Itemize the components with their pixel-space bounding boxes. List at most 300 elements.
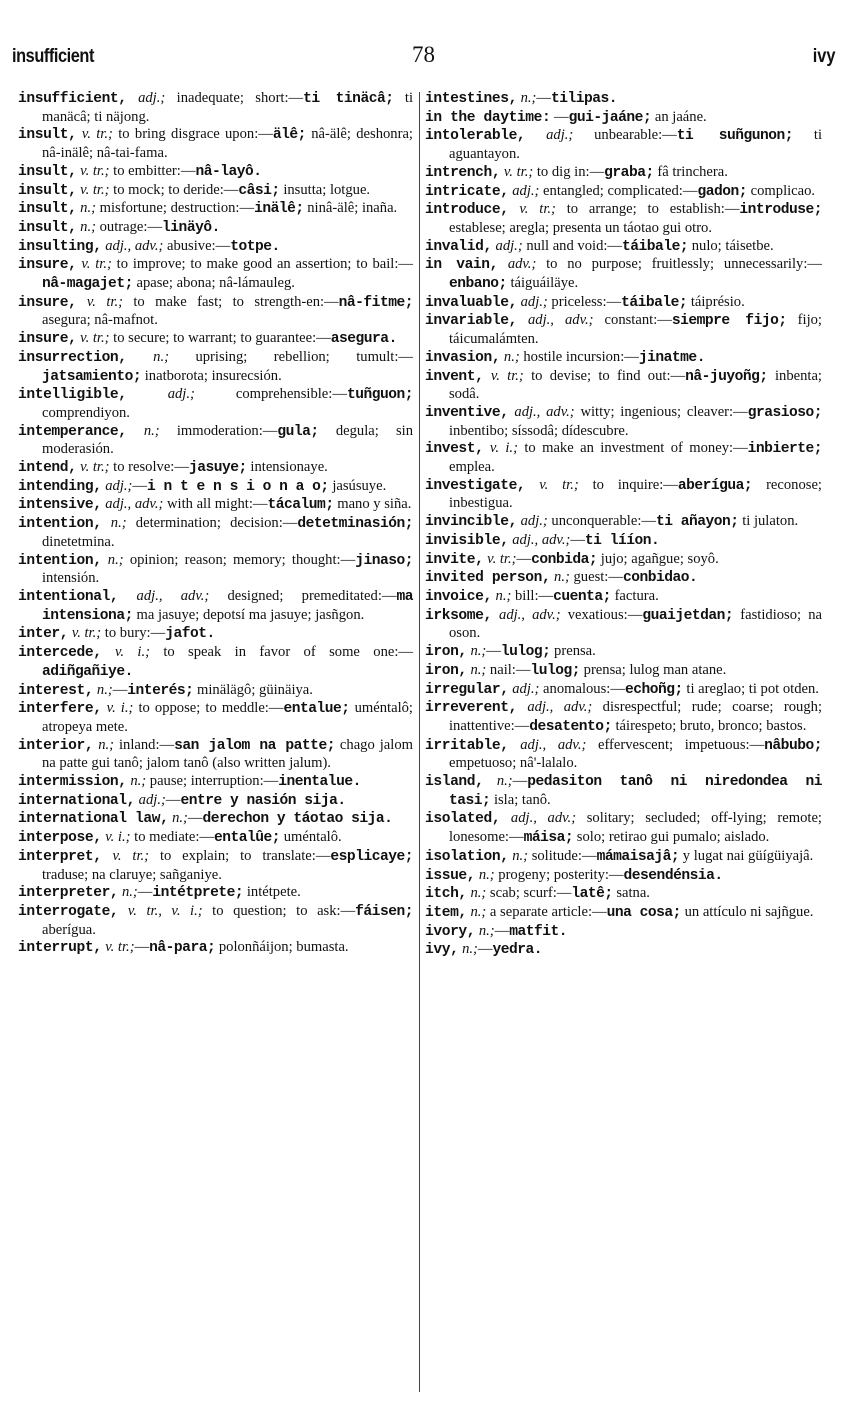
right-guide-word: ivy [812, 46, 835, 67]
part-of-speech: adj., adv.; [528, 312, 594, 329]
translation: yedra. [492, 942, 543, 959]
dictionary-entry [425, 810, 822, 847]
definition: to dig in:— [533, 163, 605, 180]
translation: táibale; [622, 238, 689, 255]
definition: to no purpose; fruitlessly; unnecessarily:— [536, 256, 822, 273]
dictionary-entry [425, 532, 822, 551]
headword: invalid, [425, 238, 492, 255]
dictionary-entry [425, 681, 822, 700]
definition: unconquerable:— [547, 513, 656, 530]
translation: conbidao. [622, 570, 698, 587]
dictionary-entry [425, 848, 822, 867]
dictionary-entry [425, 164, 822, 183]
part-of-speech: v. tr.; [80, 330, 110, 347]
headword: insult, [18, 219, 77, 236]
definition: determination; decision:— [126, 515, 298, 532]
translation: ti suñgunon; [676, 128, 794, 145]
dictionary-entry [425, 404, 822, 440]
dictionary-entry [18, 884, 413, 903]
part-of-speech: n.; [478, 922, 495, 939]
headword: interpret, [18, 848, 102, 865]
definition: to speak in favor of some one:— [149, 644, 413, 661]
dictionary-entry [425, 109, 822, 128]
part-of-speech: adj., adv.; [512, 531, 571, 548]
alternate-forms: solo; retirao gui pumalo; aislado. [573, 829, 770, 846]
translation: conbida; [531, 551, 598, 568]
definition: solitary; secluded; off-lying; remote; lonesome:— [449, 810, 822, 846]
part-of-speech: v. tr.; [81, 126, 113, 143]
translation: echoñg; [624, 681, 683, 698]
definition: to embitter:— [109, 162, 196, 179]
part-of-speech: n.; [143, 422, 160, 439]
part-of-speech: adj., adv.; [105, 496, 164, 513]
headword: iron, [425, 662, 467, 679]
definition: to bring disgrace upon:— [112, 126, 273, 143]
dictionary-entry [18, 182, 413, 201]
headword: intending, [18, 478, 102, 495]
translation: jinatme. [638, 349, 705, 366]
alternate-forms: mano y siña. [333, 496, 412, 513]
translation: esplicaye; [330, 848, 413, 865]
left-guide-word: insufficient [12, 46, 94, 67]
definition: nail:— [486, 661, 531, 678]
part-of-speech: n.; [130, 773, 147, 790]
part-of-speech: v. tr.; [519, 201, 556, 218]
part-of-speech: v. tr.; [487, 550, 517, 567]
part-of-speech: v. i.; [106, 700, 134, 717]
dictionary-entry [18, 644, 413, 681]
headword: international, [18, 792, 136, 809]
part-of-speech: v. tr.; [80, 181, 110, 198]
alternate-forms: dinetetmina. [42, 533, 115, 550]
alternate-forms: insutta; lotgue. [279, 181, 371, 198]
alternate-forms: factura. [610, 587, 659, 604]
translation: inentalue. [278, 774, 361, 791]
translation: tácalum; [267, 497, 334, 514]
definition: effervescent; impetuous:— [586, 736, 765, 753]
alternate-forms: táiguáiläye. [506, 275, 579, 292]
part-of-speech: adj.; [546, 127, 574, 144]
alternate-forms: nâ-älê; deshonra; nâ-inälê; nâ-tai-fama. [42, 126, 413, 162]
part-of-speech: adj., adv.; [136, 587, 210, 604]
translation: tilipas. [551, 91, 618, 107]
part-of-speech: n.; [495, 587, 512, 604]
dictionary-entry [18, 829, 413, 848]
headword: intensive, [18, 497, 102, 514]
definition: — [477, 941, 493, 958]
translation: ti lííon. [584, 532, 660, 549]
alternate-forms: comprendiyon. [42, 404, 130, 421]
definition: progeny; posterity:— [494, 866, 624, 883]
part-of-speech: n.; [520, 90, 537, 106]
dictionary-entry [18, 126, 413, 162]
alternate-forms: chago jalom na patte gui tanô; jalom tanô (also written jalum). [42, 736, 413, 772]
translation: una cosa; [606, 904, 681, 921]
headword: in the daytime: [425, 109, 551, 126]
translation: gui-jaáne; [568, 109, 652, 126]
dictionary-entry [425, 127, 822, 163]
dictionary-entry [425, 773, 822, 810]
headword: ivy, [425, 942, 459, 959]
part-of-speech: adv.; [507, 256, 537, 273]
headword: irritable, [425, 737, 509, 754]
dictionary-entry [425, 294, 822, 313]
headword: inventive, [425, 404, 509, 421]
dictionary-entry [18, 200, 413, 219]
part-of-speech: v. i.; [489, 440, 518, 457]
definition: priceless:— [547, 293, 622, 310]
part-of-speech: adj., adv.; [520, 736, 587, 753]
translation: jatsamiento; [42, 368, 142, 385]
headword: investigate, [425, 477, 526, 494]
dictionary-entry [18, 810, 413, 829]
part-of-speech: adj.; [495, 237, 523, 254]
translation: pedasiton tanô ni niredondea ni tasi; [449, 774, 822, 809]
headword: isolation, [425, 848, 509, 865]
page-header [12, 38, 835, 72]
definition: to bury:— [101, 625, 166, 642]
translation: entalue; [283, 701, 350, 718]
part-of-speech: adj.; [105, 477, 133, 494]
definition: guest:— [569, 569, 623, 586]
alternate-forms: inbentibo; síssodâ; dídescubre. [449, 422, 629, 439]
headword: invasion, [425, 349, 501, 366]
headword: intrench, [425, 164, 501, 181]
part-of-speech: v. i.; [114, 644, 150, 661]
dictionary-entry [425, 643, 822, 662]
alternate-forms: inatborota; insurecsión. [141, 367, 282, 384]
translation: máisa; [523, 830, 574, 847]
part-of-speech: n.; [107, 551, 124, 568]
alternate-forms: fijo; táicumalámten. [449, 312, 822, 348]
part-of-speech: v. i.; [105, 829, 131, 846]
part-of-speech: n.; [512, 847, 529, 864]
definition: designed; premeditated:— [209, 587, 397, 604]
headword: intention, [18, 516, 102, 533]
part-of-speech: v. tr.; [105, 939, 135, 956]
alternate-forms: ti julaton. [738, 513, 799, 530]
definition: — [570, 531, 585, 548]
alternate-forms: emplea. [449, 459, 495, 476]
alternate-forms: satna. [612, 885, 650, 902]
translation: gula; [277, 423, 319, 440]
alternate-forms: reconose; inbestigua. [449, 476, 822, 512]
part-of-speech: n.; [80, 200, 96, 217]
part-of-speech: adj.; [138, 90, 166, 106]
definition: solitude:— [528, 847, 597, 864]
definition: — [165, 791, 181, 808]
translation: inbierte; [747, 441, 822, 458]
part-of-speech: n.; [470, 643, 487, 660]
definition: — [112, 681, 128, 698]
definition: immoderation:— [159, 422, 278, 439]
headword: interrogate, [18, 903, 119, 920]
part-of-speech: n.; [554, 569, 570, 586]
translation: jasuye; [188, 460, 247, 477]
part-of-speech: adj.; [512, 680, 540, 697]
part-of-speech: adj.; [138, 791, 166, 808]
translation: entre y nasión sija. [180, 792, 346, 809]
alternate-forms: ti manäcâ; ti näjong. [42, 90, 413, 125]
definition: to make fast; to strength-en:— [122, 293, 339, 310]
translation: älê; [272, 127, 306, 144]
headword: iron, [425, 644, 467, 661]
headword: interest, [18, 682, 94, 699]
headword: international law, [18, 811, 169, 828]
part-of-speech: n.; [110, 515, 127, 532]
headword: invent, [425, 368, 484, 385]
dictionary-entry [18, 588, 413, 625]
translation: mámaisajâ; [596, 848, 680, 865]
dictionary-entry [425, 90, 822, 109]
definition: to inquire:— [578, 476, 678, 493]
alternate-forms: jasúsuye. [328, 477, 387, 494]
definition: — [134, 939, 150, 956]
dictionary-entry [18, 773, 413, 792]
alternate-forms: táirespeto; bruto, bronco; bastos. [611, 717, 807, 734]
definition: — [554, 108, 569, 125]
headword: invited person, [425, 570, 551, 587]
headword: interrupt, [18, 940, 102, 957]
headword: interfere, [18, 701, 102, 718]
headword: intentional, [18, 588, 119, 605]
headword: invisible, [425, 532, 509, 549]
definition: to arrange; to establish:— [555, 201, 740, 218]
alternate-forms: uméntalô. [280, 829, 342, 846]
headword: invoice, [425, 588, 492, 605]
dictionary-entry [18, 238, 413, 257]
dictionary-entry [425, 904, 822, 923]
dictionary-entry [425, 477, 822, 513]
headword: insurrection, [18, 349, 127, 366]
translation: desatento; [529, 718, 612, 735]
part-of-speech: n.; [153, 348, 169, 365]
headword: invest, [425, 441, 484, 458]
dictionary-entry [18, 848, 413, 884]
dictionary-entry [18, 682, 413, 701]
dictionary-entry [18, 496, 413, 515]
dictionary-entry [18, 515, 413, 551]
dictionary-entry [18, 294, 413, 330]
alternate-forms: uméntalô; atropeya mete. [42, 700, 413, 735]
headword: intestines, [425, 91, 517, 107]
part-of-speech: adj., adv.; [499, 606, 561, 623]
dictionary-entry [425, 885, 822, 904]
translation: cuenta; [553, 588, 611, 605]
translation: tuñguon; [346, 387, 413, 404]
definition: abusive:— [163, 237, 231, 254]
part-of-speech: v. tr.; [503, 163, 534, 180]
dictionary-entry [18, 939, 413, 958]
translation: graba; [604, 164, 654, 181]
headword: intemperance, [18, 423, 127, 440]
dictionary-entry [425, 513, 822, 532]
definition: scab; scurf:— [486, 885, 572, 902]
translation: ti añayon; [655, 514, 739, 531]
definition: to improve; to make good an assertion; to bail:— [111, 256, 413, 273]
dictionary-entry [425, 349, 822, 368]
dictionary-entry [425, 440, 822, 476]
definition: a separate article:— [486, 903, 607, 920]
definition: disrespectful; rude; coarse; rough; inattentive:— [449, 699, 822, 734]
alternate-forms: asegura; nâ-mafnot. [42, 312, 158, 329]
definition: to resolve:— [109, 459, 189, 476]
translation: táibale; [621, 294, 688, 311]
headword: in vain, [425, 257, 499, 274]
dictionary-entry [18, 256, 413, 293]
dictionary-entry [18, 219, 413, 238]
part-of-speech: n.; [478, 866, 495, 883]
alternate-forms: táiprésio. [687, 293, 745, 310]
headword: intention, [18, 552, 102, 569]
dictionary-entry [425, 737, 822, 773]
headword: intermission, [18, 774, 127, 791]
dictionary-entry [18, 386, 413, 422]
alternate-forms: inbenta; sodâ. [449, 367, 822, 403]
definition: vexatious:— [560, 606, 643, 623]
dictionary-entry [18, 737, 413, 773]
headword: insulting, [18, 238, 102, 255]
translation: ma intensiona; [42, 588, 413, 624]
dictionary-entry [18, 90, 413, 126]
dictionary-entry [425, 238, 822, 257]
page-number: 78 [412, 42, 435, 67]
alternate-forms: intétpete. [243, 884, 301, 901]
definition: to explain; to translate:— [149, 847, 331, 864]
definition: — [137, 884, 153, 901]
headword: invariable, [425, 313, 517, 330]
translation: siempre fijo; [671, 313, 787, 330]
dictionary-entry [425, 201, 822, 237]
headword: irksome, [425, 607, 492, 624]
alternate-forms: establese; aregla; presenta un táotao gui otro. [449, 219, 712, 236]
alternate-forms: fastidioso; na oson. [449, 606, 822, 642]
headword: intend, [18, 460, 77, 477]
dictionary-entry [18, 163, 413, 182]
translation: asegura. [330, 331, 397, 348]
definition: null and void:— [522, 237, 623, 254]
translation: nâ-magajet; [42, 276, 133, 293]
definition: hostile incursion:— [519, 348, 639, 365]
translation: inälê; [254, 201, 304, 218]
definition: opinion; reason; memory; thought:— [123, 551, 356, 568]
headword: invincible, [425, 514, 517, 531]
translation: interés; [127, 682, 194, 699]
headword: intelligible, [18, 387, 127, 404]
alternate-forms: aberígua. [42, 921, 96, 938]
translation: lulog; [500, 644, 551, 661]
definition: inland:— [114, 736, 175, 753]
definition: comprehensible:— [194, 386, 347, 403]
dictionary-entry [425, 569, 822, 588]
translation: lulog; [530, 662, 580, 679]
definition: — [187, 810, 203, 827]
definition: to oppose; to meddle:— [133, 700, 284, 717]
headword: island, [425, 774, 484, 791]
part-of-speech: n.; [470, 885, 487, 902]
translation: desendénsia. [623, 867, 723, 884]
headword: itch, [425, 886, 467, 903]
translation: ti tinäcâ; [303, 91, 394, 107]
headword: ivory, [425, 923, 476, 940]
translation: detetminasión; [297, 516, 413, 533]
dictionary-entry [425, 368, 822, 404]
part-of-speech: v. tr.; [86, 293, 123, 310]
translation: jinaso; [355, 552, 413, 569]
translation: nâ-para; [149, 940, 216, 957]
dictionary-entry [18, 552, 413, 588]
part-of-speech: n.; [80, 218, 96, 235]
headword: introduce, [425, 202, 509, 219]
definition: — [516, 550, 532, 567]
part-of-speech: n.; [470, 661, 487, 678]
alternate-forms: ti aguantayon. [449, 127, 822, 163]
definition: inadequate; short:— [165, 90, 304, 106]
dictionary-entry [425, 551, 822, 570]
part-of-speech: v. tr., v. i.; [127, 902, 203, 919]
definition: to question; to ask:— [202, 902, 356, 919]
dictionary-entry [425, 941, 822, 960]
part-of-speech: adj., adv.; [527, 699, 593, 716]
definition: to mock; to deride:— [109, 181, 239, 198]
headword: interior, [18, 737, 94, 754]
part-of-speech: n.; [470, 903, 487, 920]
headword: insure, [18, 257, 77, 274]
part-of-speech: v. tr.; [539, 476, 579, 493]
part-of-speech: v. tr.; [71, 625, 102, 642]
dictionary-entry [425, 607, 822, 643]
translation: san jalom na patte; [174, 737, 335, 754]
definition: to make an investment of money:— [517, 440, 748, 457]
headword: insure, [18, 294, 77, 311]
part-of-speech: v. tr.; [80, 162, 110, 179]
headword: insult, [18, 201, 77, 218]
headword: insult, [18, 163, 77, 180]
dictionary-entry [425, 662, 822, 681]
column-divider [419, 92, 420, 1392]
translation: linäyô. [162, 219, 220, 236]
part-of-speech: n.; [462, 941, 478, 958]
alternate-forms: degula; sin moderasión. [42, 422, 413, 458]
headword: insure, [18, 331, 77, 348]
headword: issue, [425, 867, 476, 884]
part-of-speech: adj.; [520, 293, 548, 310]
headword: intolerable, [425, 128, 526, 145]
alternate-forms: intensión. [42, 570, 100, 587]
translation: entalûe; [214, 830, 281, 847]
alternate-forms: fâ trinchera. [653, 163, 728, 180]
part-of-speech: adj., adv.; [514, 403, 575, 420]
dictionary-entry [425, 923, 822, 942]
part-of-speech: n.; [121, 884, 138, 901]
definition: uprising; rebellion; tumult:— [168, 348, 413, 365]
definition: pause; interruption:— [146, 773, 279, 790]
definition: unbearable:— [573, 127, 677, 144]
headword: insult, [18, 127, 77, 144]
dictionary-entry [18, 625, 413, 644]
translation: derechon y táotao sija. [202, 811, 393, 828]
dictionary-entry [18, 700, 413, 736]
dictionary-entry [425, 867, 822, 886]
alternate-forms: prensa. [550, 643, 596, 660]
translation: grasioso; [747, 404, 823, 421]
right-column [425, 90, 822, 960]
alternate-forms: ma jasuye; depotsí ma jasuye; jasñgon. [132, 606, 365, 623]
alternate-forms: nulo; táisetbe. [688, 237, 774, 254]
alternate-forms: ninâ-älê; inaña. [303, 200, 398, 217]
translation: totpe. [230, 238, 280, 255]
definition: — [486, 643, 501, 660]
